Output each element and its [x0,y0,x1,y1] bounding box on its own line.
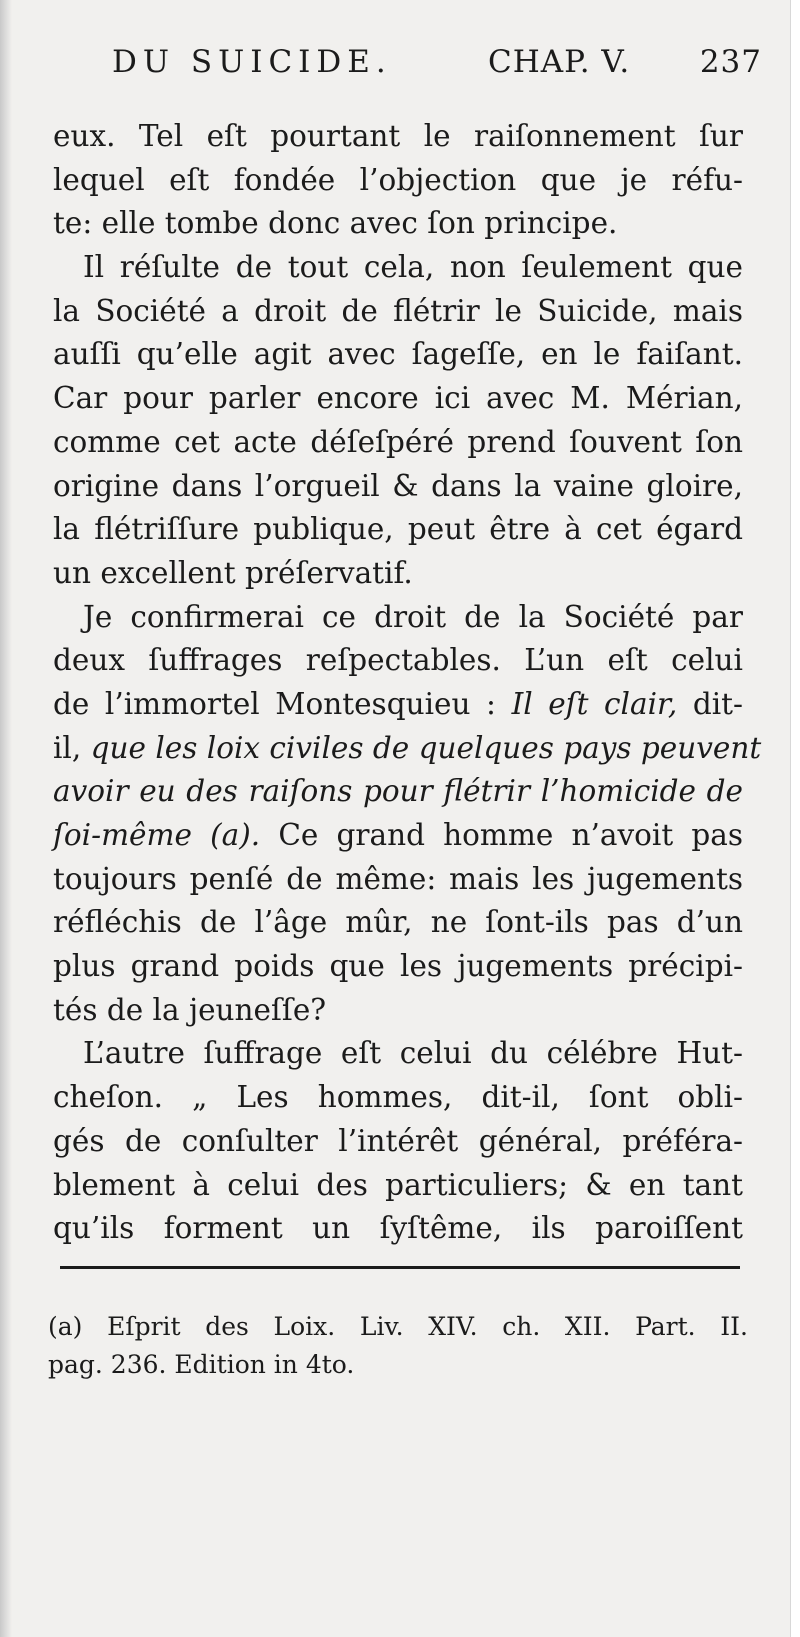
text-line: gés de conſulter l’intérêt général, préféra- [53,1123,743,1158]
text-line: deux ſuffrages reſpectables. L’un eſt celui [53,643,743,678]
text-line: auſſi qu’elle agit avec ſageſſe, en le faiſant. [53,337,743,372]
chapter-label: CHAP. V. [488,44,631,80]
text-line: te: elle tombe donc avec ſon principe. [53,206,618,241]
main-text [53,115,762,1251]
text-line: Je confirmerai ce droit de la Société par [83,599,743,634]
text-line-quote-end [53,814,743,858]
text-line: un excellent préſervatif. [53,555,413,590]
page-number: 237 [699,44,762,80]
text-line-quote [53,727,762,771]
il-fragment: il, [53,730,82,765]
running-title: DU SUICIDE. [112,44,392,80]
text-line: origine dans l’orgueil & dans la vaine gloire, [53,468,743,503]
text-line: la Société a droit de flétrir le Suicide, mais [53,293,743,328]
text-line: blement à celui des particuliers; & en tant [53,1167,743,1202]
running-header [112,44,762,90]
text-line: cheſon. „ Les hommes, dit-il, ſont obli- [53,1080,743,1115]
quote-fragment: que les loix civiles de quelques pays peuvent [90,730,762,765]
text-line: réfléchis de l’âge mûr, ne ſont-ils pas d’un [53,905,743,940]
text-line: Car pour parler encore ici avec M. Mérian, [53,381,743,416]
text-line: la flétriſſure publique, peut être à cet égard [53,512,743,547]
text-line: tés de la jeuneſſe? [53,992,327,1027]
footnote-rule [60,1266,740,1269]
text-line: lequel eſt fondée l’objection que je réfu- [53,162,743,197]
text-line: comme cet acte déſeſpéré prend ſouvent ſon [53,424,743,459]
text-line: toujours penſé de même: mais les jugements [53,861,743,896]
footnote [48,1308,748,1384]
after-quote: Ce grand homme n’avoit pas [278,818,743,852]
gutter-shadow [0,0,12,1637]
quote-fragment: ſoi-même (a). [53,818,261,852]
text-line-quote: avoir eu des raiſons pour flétrir l’homicide de [53,774,743,809]
text-line: qu’ils forment un ſyſtême, ils paroiſſent [53,1211,743,1246]
text-line: Il réſulte de tout cela, non ſeulement que [83,250,743,285]
text-line: eux. Tel eſt pourtant le raiſonnement ſur [53,119,743,153]
text-line: L’autre ſuffrage eſt celui du célébre Hut- [83,1036,743,1071]
montesquieu-intro: de l’immortel Montesquieu : [53,686,496,721]
footnote-line: (a) Eſprit des Loix. Liv. XIV. ch. XII. Part. II. [48,1312,748,1341]
footnote-line: pag. 236. Edition in 4to. [48,1350,355,1379]
text-line-montesquieu [53,683,743,727]
quote-fragment: Il eſt clair, [511,686,678,721]
dit-fragment: dit- [692,686,743,721]
text-line: plus grand poids que les jugements précipi- [53,949,743,984]
